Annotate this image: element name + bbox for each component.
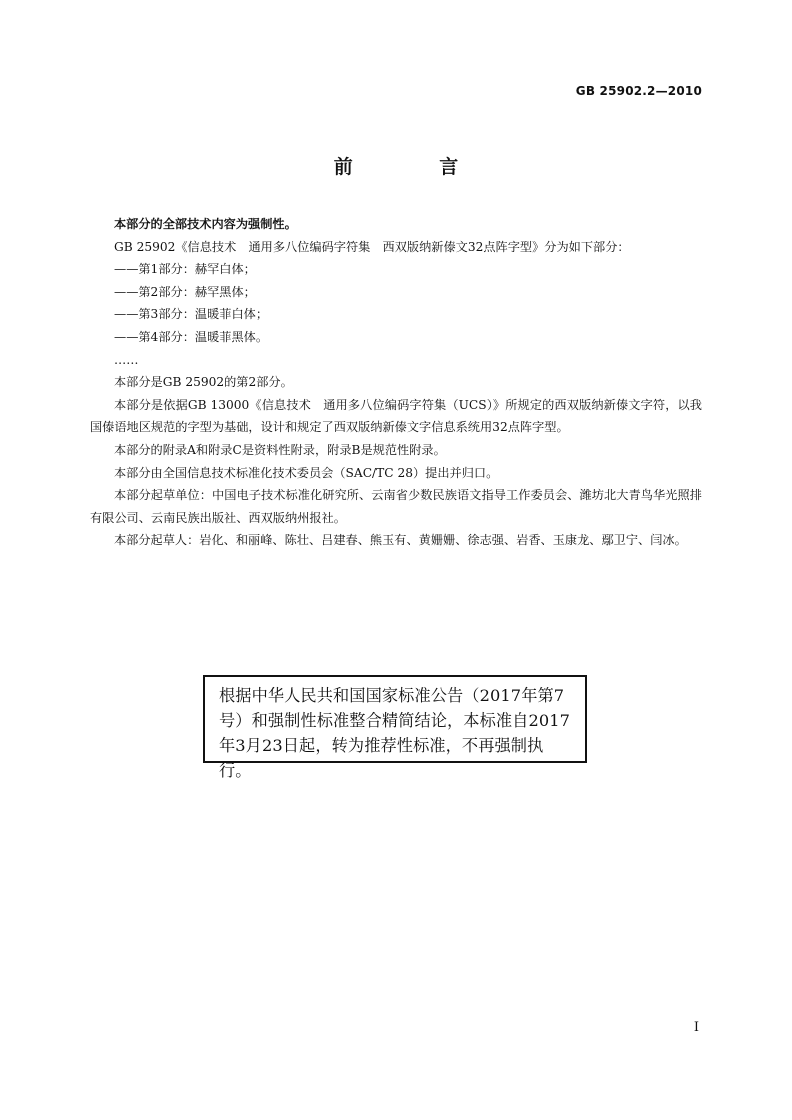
page-title: 前 言 — [333, 156, 499, 178]
paragraph-parts-intro: GB 25902《信息技术 通用多八位编码字符集 西双版纳新傣文32点阵字型》分为如下部分： — [114, 239, 630, 254]
paragraph-mandatory: 本部分的全部技术内容为强制性。 — [114, 217, 297, 231]
paragraph-annexes: 本部分的附录A和附录C是资料性附录，附录B是规范性附录。 — [114, 442, 446, 457]
paragraph-part-number: 本部分是GB 25902的第2部分。 — [114, 375, 293, 390]
paragraph-proposer: 本部分由全国信息技术标准化技术委员会（SAC/TC 28）提出并归口。 — [114, 465, 499, 480]
list-ellipsis: …… — [114, 352, 139, 367]
notice-box — [203, 675, 587, 780]
notice-text: 根据中华人民共和国国家标准公告（2017年第7号）和强制性标准整合精简结论，本标准自2017年3月23日起，转为推荐性标准，不再强制执行。 — [219, 686, 571, 780]
paragraph-drafters: 本部分起草人：岩化、和丽峰、陈壮、吕建春、熊玉有、黄姗姗、徐志强、岩香、玉康龙、鄢卫宁、闫冰。 — [114, 533, 687, 548]
paragraph-basis: 本部分是依据GB 13000《信息技术 通用多八位编码字符集（UCS）》所规定的西双版纳新傣文字符，以我国傣语地区规范的字型为基础，设计和规定了西双版纳新傣文字信息系统用32点阵字型。 — [90, 397, 702, 435]
standard-code: GB 25902.2—2010 — [575, 84, 702, 98]
list-item-part-1: ——第1部分：赫罕白体； — [114, 262, 256, 277]
list-item-part-4: ——第4部分：温暖菲黑体。 — [114, 329, 269, 344]
list-item-part-3: ——第3部分：温暖菲白体； — [114, 307, 269, 322]
list-item-part-2: ——第2部分：赫罕黑体； — [114, 284, 256, 299]
paragraph-drafting-units: 本部分起草单位：中国电子技术标准化研究所、云南省少数民族语文指导工作委员会、潍坊北大青鸟华光照排有限公司、云南民族出版社、西双版纳州报社。 — [90, 488, 702, 525]
page-number: I — [693, 1020, 699, 1035]
foreword-body — [90, 213, 702, 552]
